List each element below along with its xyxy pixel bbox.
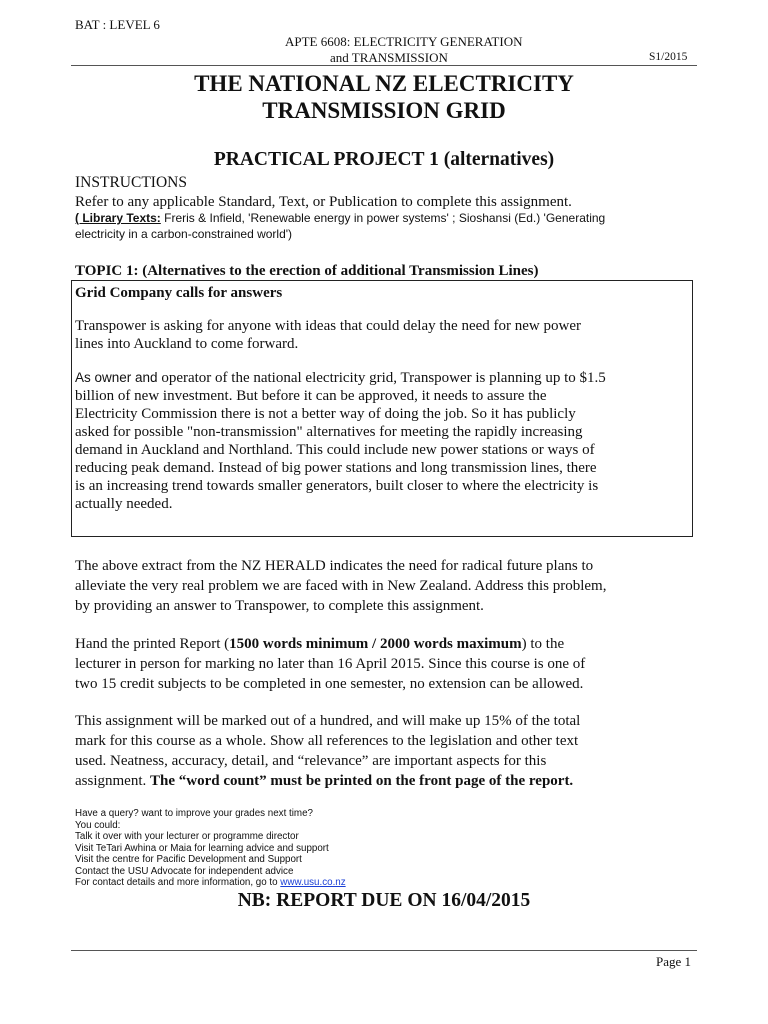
para3-l4 [75,772,573,790]
extract-p2-sans: As owner and [75,370,158,385]
course-subtitle: and TRANSMISSION [330,50,448,65]
library-texts-label: ( Library Texts: [75,211,161,225]
semester-label: S1/2015 [649,51,688,63]
due-date: NB: REPORT DUE ON 16/04/2015 [237,890,531,911]
query-line1: Have a query? want to improve your grades next time? [75,808,313,819]
extract-p2-l8: actually needed. [75,496,173,512]
para1-l3: by providing an answer to Transpower, to complete this assignment. [75,598,484,614]
topic-heading: TOPIC 1: (Alternatives to the erection of additional Transmission Lines) [75,263,539,279]
para2-l3: two 15 credit subjects to be completed in one semester, no extension can be allowed. [75,676,584,692]
instructions-heading: INSTRUCTIONS [75,174,187,191]
extract-p2-l1 [75,369,606,387]
extract-p1-l2: lines into Auckland to come forward. [75,336,299,352]
query-line4: Visit TeTari Awhina or Maia for learning advice and support [75,842,329,854]
extract-p2-l2: billion of new investment. But before it can be approved, it needs to assure the [75,388,547,404]
para1-l1: The above extract from the NZ HERALD indicates the need for radical future plans to [75,558,594,574]
query-line2: You could: [75,819,121,831]
para2-l1-pre: Hand the printed Report ( [75,636,230,652]
para1-l2: alleviate the very real problem we are faced with in New Zealand. Address this problem, [75,578,607,594]
extract-p2-l4: asked for possible "non-transmission" alternatives for meeting the rapidly increasing [75,424,583,440]
query-line6: Contact the USU Advocate for independent advice [75,865,294,877]
query-line5: Visit the centre for Pacific Development and Support [75,854,302,865]
para3-l3: used. Neatness, accuracy, detail, and “relevance” are important aspects for this [75,753,547,769]
extract-p2-l5: demand in Auckland and Northland. This could include new power stations or ways of [75,442,595,458]
para2-l2: lecturer in person for marking no later than 16 April 2015. Since this course is one of [75,656,586,672]
course-level: BAT : LEVEL 6 [75,17,160,32]
library-texts-cont: electricity in a carbon-constrained world') [75,227,293,241]
instructions-text: Refer to any applicable Standard, Text, or Publication to complete this assignment. [75,194,572,210]
extract-p1-l1: Transpower is asking for anyone with ideas that could delay the need for new power [75,318,581,334]
para3-l2: mark for this course as a whole. Show all references to the legislation and other text [75,733,579,749]
word-count-note: The “word count” must be printed on the front page of the report. [150,773,574,789]
para2-l1 [75,635,564,653]
extract-p2-l3: Electricity Commission there is not a better way of doing the job. So it has publicly [75,406,576,422]
word-limit: 1500 words minimum / 2000 words maximum [229,636,522,652]
query-line7 [75,877,346,889]
query-line3: Talk it over with your lecturer or programme director [75,831,299,842]
project-title: PRACTICAL PROJECT 1 (alternatives) [213,149,555,170]
page-title-line1: THE NATIONAL NZ ELECTRICITY [194,71,574,96]
para2-l1-post: ) to the [521,636,565,652]
library-texts [75,211,605,226]
extract-p2-l1-rest: operator of the national electricity grid, Transpower is planning up to $1.5 [157,370,606,386]
query-line7-text: For contact details and more information, go to [75,877,281,888]
usu-link[interactable]: www.usu.co.nz [280,877,346,888]
extract-heading: Grid Company calls for answers [75,285,283,301]
header-rule [71,65,697,66]
extract-p2-l7: is an increasing trend towards smaller generators, built closer to where the electricity is [75,478,599,494]
page-title-line2: TRANSMISSION GRID [262,98,506,123]
footer-rule [71,950,697,951]
page-number: Page 1 [656,954,692,969]
para3-l4-pre: assignment. [75,773,150,789]
course-code: APTE 6608: ELECTRICITY GENERATION [285,34,523,49]
extract-p2-l6: reducing peak demand. Instead of big power stations and long transmission lines, there [75,460,597,476]
library-texts-list: Freris & Infield, 'Renewable energy in power systems' ; Sioshansi (Ed.) 'Generating [160,211,606,225]
para3-l1: This assignment will be marked out of a hundred, and will make up 15% of the total [75,713,581,729]
